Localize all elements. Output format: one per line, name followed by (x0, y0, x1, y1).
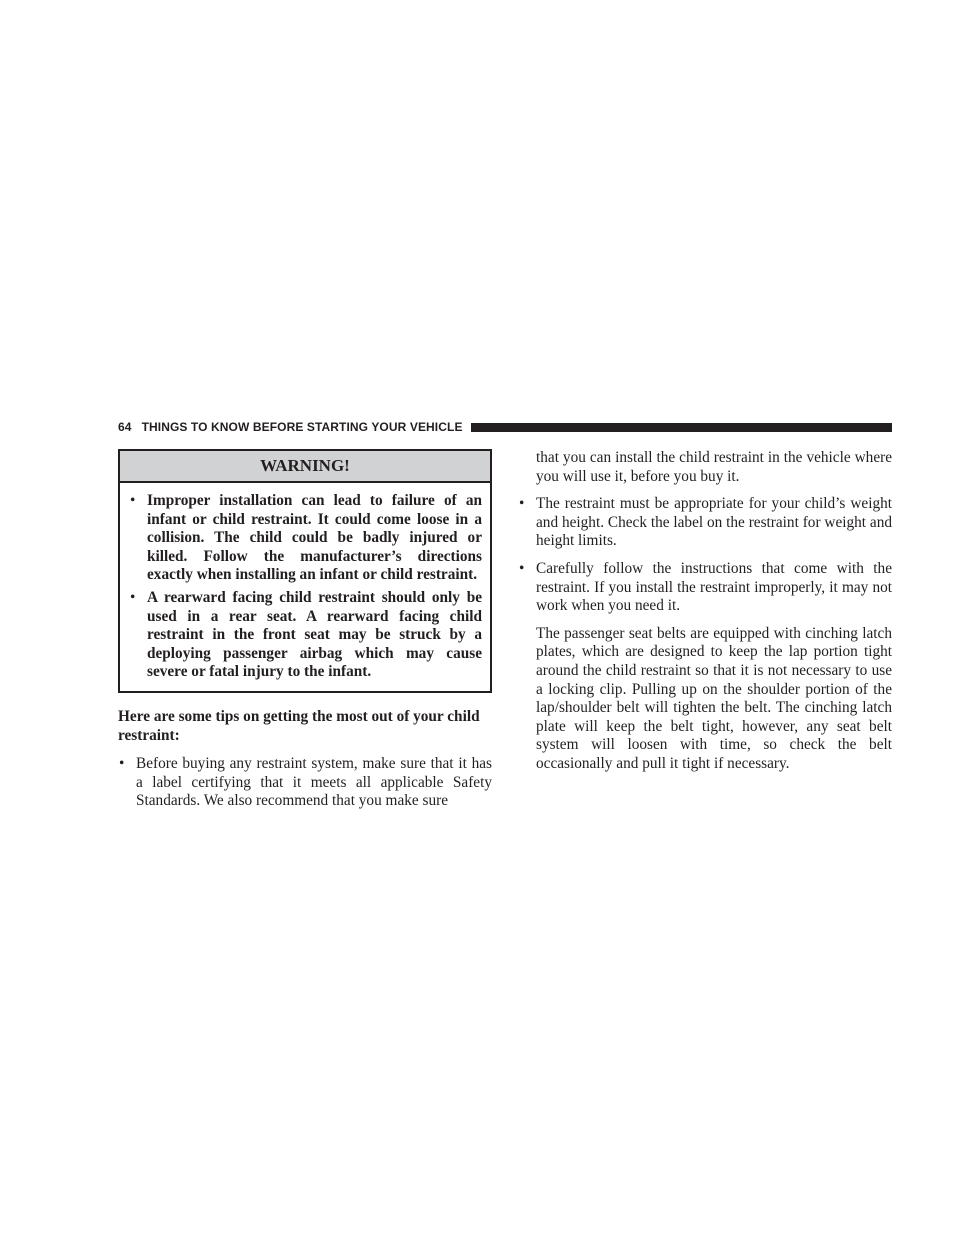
list-item (118, 755, 492, 811)
warning-title: WARNING! (120, 451, 490, 483)
left-column (118, 449, 492, 811)
tips-intro: Here are some tips on getting the most out of your child restraint: (118, 707, 480, 744)
page-header (118, 419, 892, 435)
page-number: 64 (118, 420, 132, 434)
warning-box (118, 449, 492, 693)
warning-item-text: Improper installation can lead to failure of an infant or child restraint. It could come loose in a collision. The child could be badly injured or killed. Follow the manufacturer’s directions exactly when installing an infant or child restraint. (147, 492, 482, 584)
list-item-continuation: that you can install the child restraint in the vehicle where you will use it, before you buy it. (536, 449, 892, 485)
list-item-text: The restraint must be appropriate for your child’s weight and height. Check the label on the restraint for weight and height limits. (536, 495, 892, 550)
list-item (518, 495, 892, 551)
list-item-text: Carefully follow the instructions that come with the restraint. If you install the restraint improperly, it may not work when you need it. (536, 559, 892, 615)
warning-item (128, 589, 482, 682)
bullet-icon: • (519, 559, 525, 577)
body-paragraph: The passenger seat belts are equipped with cinching latch plates, which are designed to keep the lap portion tight around the child restraint so that it is not necessary to use a locking clip. Pulling up on the shoulder portion of the lap/shoulder belt will tighten the belt. The cinching latch plate will keep the belt tight, however, any seat belt system will loosen with time, so check the belt occasionally and pull it tight if necessary. (536, 624, 892, 772)
bullet-icon: • (130, 492, 136, 509)
bullet-icon: • (130, 588, 136, 606)
list-item-text: Before buying any restraint system, make sure that it has a label certifying that it meets all applicable Safety Standards. We also recommend that you make sure (136, 755, 492, 810)
header-rule (471, 423, 892, 432)
warning-body (120, 483, 490, 691)
bullet-icon: • (519, 495, 525, 513)
list-item (518, 560, 892, 616)
warning-item (128, 492, 482, 585)
bullet-icon: • (119, 755, 125, 773)
warning-item-text: A rearward facing child restraint should only be used in a rear seat. A rearward facing child restraint in the front seat may be struck by a deploying passenger airbag which may cause severe or fatal injury to the infant. (147, 588, 482, 681)
section-title: THINGS TO KNOW BEFORE STARTING YOUR VEHICLE (141, 420, 463, 434)
right-column (518, 449, 892, 774)
